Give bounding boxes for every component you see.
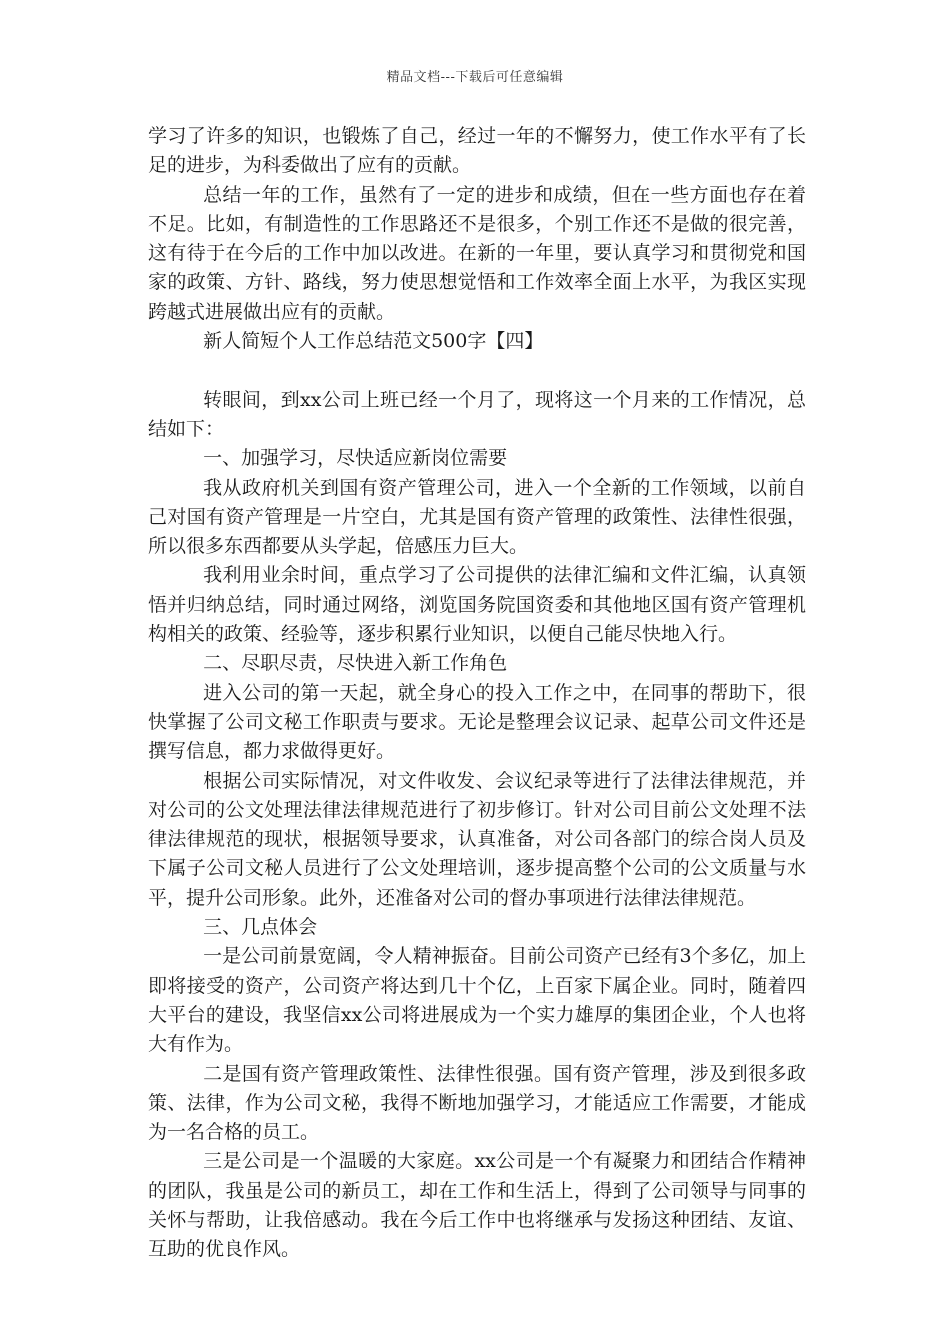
document-body — [148, 122, 806, 1265]
paragraph-body: 进入公司的第一天起，就全身心的投入工作之中，在同事的帮助下，很快掌握了公司文秘工作职责与要求。无论是整理会议记录、起草公司文件还是撰写信息，都力求做得更好。 — [148, 681, 806, 763]
paragraph-body: 我利用业余时间，重点学习了公司提供的法律汇编和文件汇编，认真领悟并归纳总结，同时通过网络，浏览国务院国资委和其他地区国有资产管理机构相关的政策、经验等，逐步积累行业知识，以便自己能尽快地入行。 — [148, 564, 806, 646]
paragraph-summary: 总结一年的工作，虽然有了一定的进步和成绩，但在一些方面也存在着不足。比如，有制造性的工作思路还不是很多，个别工作还不是做的很完善，这有待于在今后的工作中加以改进。在新的一年里，要认真学习和贯彻党和国家的政策、方针、路线，努力使思想觉悟和工作效率全面上水平，为我区实现跨越式进展做出应有的贡献。 — [148, 183, 806, 323]
paragraph-body: 根据公司实际情况，对文件收发、会议纪录等进行了法律法律规范，并对公司的公文处理法律法律规范进行了初步修订。针对公司目前公文处理不法律法律规范的现状，根据领导要求，认真准备，对公司各部门的综合岗人员及下属子公司文秘人员进行了公文处理培训，逐步提高整个公司的公文质量与水平，提升公司形象。此外，还准备对公司的督办事项进行法律法律规范。 — [148, 769, 806, 909]
paragraph-intro: 转眼间，到xx公司上班已经一个月了，现将这一个月来的工作情况，总结如下： — [148, 388, 806, 440]
paragraph-body: 一是公司前景宽阔，令人精神振奋。目前公司资产已经有3个多亿，加上即将接受的资产，公司资产将达到几十个亿，上百家下属企业。同时，随着四大平台的建设，我坚信xx公司将进展成为一个实力雄厚的集团企业，个人也将大有作为。 — [148, 945, 806, 1056]
subheading-2: 二、尽职尽责，尽快进入新工作角色 — [203, 652, 508, 675]
blank-line — [148, 356, 806, 385]
paragraph-body: 二是国有资产管理政策性、法律性很强。国有资产管理，涉及到很多政策、法律，作为公司文秘，我得不断地加强学习，才能适应工作需要，才能成为一名合格的员工。 — [148, 1062, 806, 1144]
page-header: 精品文档---下载后可任意编辑 — [386, 70, 564, 85]
subheading-1: 一、加强学习，尽快适应新岗位需要 — [203, 447, 508, 470]
paragraph-body: 我从政府机关到国有资产管理公司，进入一个全新的工作领域，以前自己对国有资产管理是一片空白，尤其是国有资产管理的政策性、法律性很强，所以很多东西都要从头学起，倍感压力巨大。 — [148, 476, 806, 558]
paragraph-continuation: 学习了许多的知识，也锻炼了自己，经过一年的不懈努力，使工作水平有了长足的进步，为科委做出了应有的贡献。 — [148, 125, 806, 177]
subheading-3: 三、几点体会 — [203, 916, 318, 939]
paragraph-body: 三是公司是一个温暖的大家庭。xx公司是一个有凝聚力和团结合作精神的团队，我虽是公司的新员工，却在工作和生活上，得到了公司领导与同事的关怀与帮助，让我倍感动。我在今后工作中也将继承与发扬这种团结、友谊、互助的优良作风。 — [148, 1150, 806, 1261]
section-title: 新人简短个人工作总结范文500字【四】 — [203, 330, 544, 353]
